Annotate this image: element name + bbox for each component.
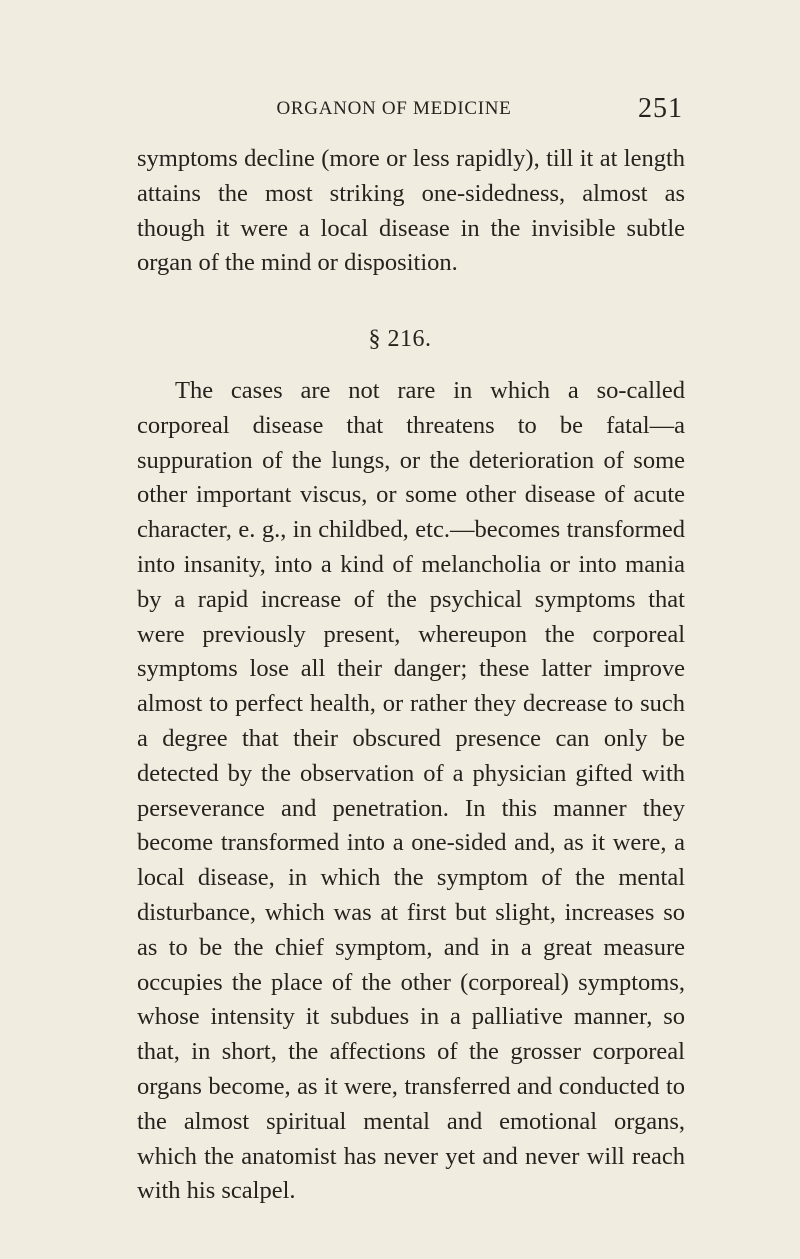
page-number: 251 bbox=[638, 93, 683, 124]
paragraph-continued: symptoms decline (more or less rapidly), till it at length attains the most striking one-sidedness, almost as though it were a local disease in the invisible subtle organ of the mind or disposition. bbox=[137, 145, 685, 277]
paragraph-section-216: The cases are not rare in which a so-called corporeal disease that threatens to be fatal—a suppuration of the lungs, or the deterioration of some other important viscus, or some other disease of acute character, e. g., in childbed, etc.—becomes transformed into insanity, into a kind of melancholia or into mania by a rapid increase of the psychical symptoms that were previously present, whereupon the corporeal symptoms lose all their danger; these latter improve almost to perfect health, or rather they decrease to such a degree that their obscured presence can only be detected by the observation of a physician gifted with perseverance and penetration. In this manner they become transformed into a one-sided and, as it were, a local disease, in which the symptom of the mental disturbance, which was at first but slight, increases so as to be the chief symptom, and in a great measure occupies the place of the other (corporeal) symptoms, whose intensity it subdues in a palliative manner, so that, in short, the affections of the grosser corporeal organs become, as it were, transferred and conducted to the almost spiritual mental and emotional organs, which the anatomist has never yet and never will reach with his scalpel. bbox=[137, 377, 685, 1205]
running-title: ORGANON OF MEDICINE bbox=[276, 98, 512, 119]
section-heading: § 216. bbox=[368, 326, 432, 352]
